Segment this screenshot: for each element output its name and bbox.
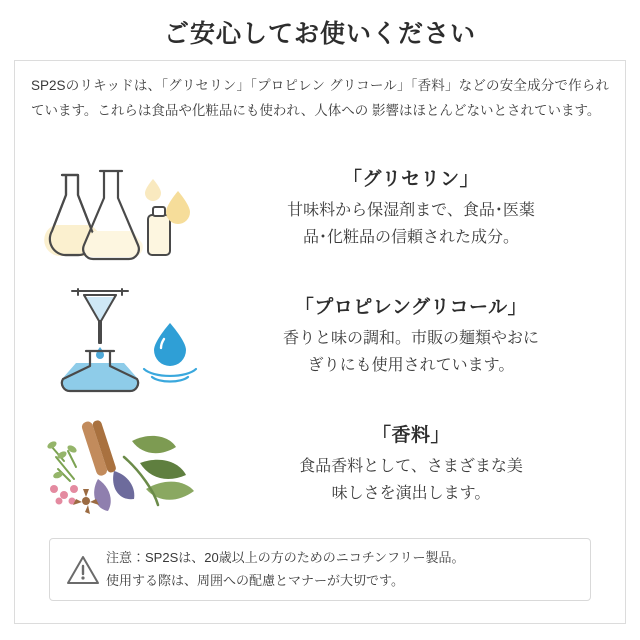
ingredient-body: [213, 292, 619, 379]
ingredient-body: [213, 420, 619, 507]
intro-box: [14, 60, 626, 138]
ingredient-description-line2: 味しさを演出します。: [331, 485, 491, 503]
notice-line-2: 使用する際は、周囲への配慮とマナーが大切です。: [106, 572, 404, 588]
ingredient-body: [213, 164, 619, 251]
ingredient-description-line2: 品･化粧品の信頼された成分。: [302, 229, 519, 247]
ingredient-description-line2: ぎりにも使用されています。: [307, 357, 515, 375]
flask-glycerin-icon: [21, 144, 213, 272]
intro-text: SP2Sのリキッドは、「グリセリン」「プロピレン グリコール」「香料」などの安全成分で作られています。これらは食品や化粧品にも使われ、人体への 影響はほとんどないとされています。: [31, 78, 609, 118]
ingredient-description-line1: 食品香料として、さまざまな美: [299, 458, 523, 476]
ingredient-title: 「グリセリン」: [342, 169, 480, 191]
herbs-spices-icon: [21, 400, 213, 528]
ingredient-row: [21, 400, 619, 528]
notice-box: [49, 538, 591, 602]
ingredient-description-line1: 香りと味の調和。市販の麺類やおに: [282, 330, 539, 348]
ingredient-description-line1: 甘味料から保湿剤まで、食品･医薬: [287, 202, 535, 220]
notice-text: [106, 547, 465, 593]
warning-triangle-icon: [60, 554, 106, 586]
ingredient-row: [21, 144, 619, 272]
ingredient-row: [21, 272, 619, 400]
ingredients-frame: [14, 138, 626, 624]
notice-line-1: 注意：SP2Sは、20歳以上の方のためのニコチンフリー製品。: [106, 549, 465, 565]
ingredient-title: 「香料」: [371, 425, 450, 447]
funnel-flask-water-drop-icon: [21, 272, 213, 400]
page-title: ご安心してお使いください: [163, 20, 476, 48]
ingredient-title: 「プロピレングリコール」: [294, 297, 528, 319]
